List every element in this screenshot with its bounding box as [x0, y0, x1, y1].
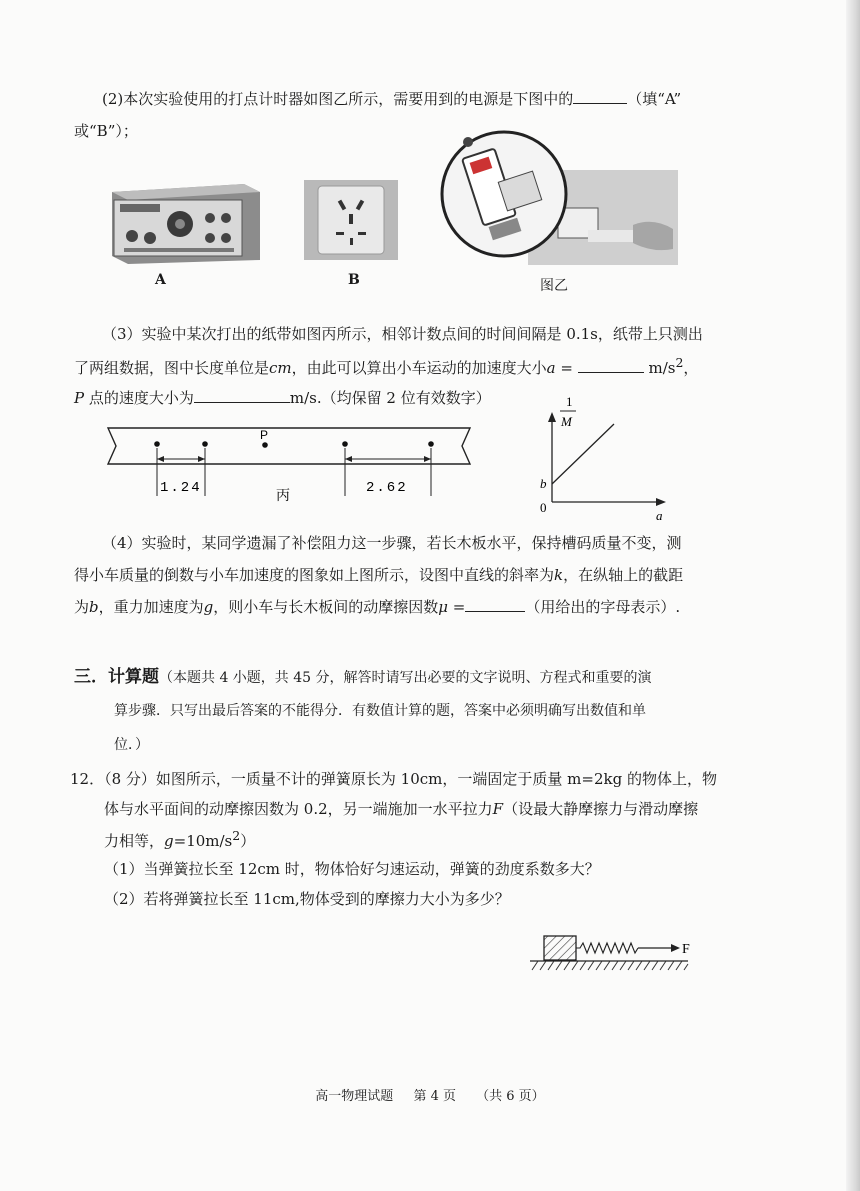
- section-3-note-2: 算步骤．只写出最后答案的不能得分．有数值计算的题，答案中必须明确写出数值和单: [114, 703, 646, 719]
- y-label-num: 1: [566, 394, 573, 409]
- q12-text-2: 体与水平面间的动摩擦因数为 0.2，另一端施加一水平拉力: [104, 800, 493, 818]
- q3-line2: [74, 355, 698, 378]
- tape-dot: [202, 441, 208, 447]
- tape-dot: [342, 441, 348, 447]
- section-3-title: 三．计算题: [74, 667, 159, 687]
- q2-text-2: 或“B”）；: [74, 122, 138, 140]
- q4-var-b: b: [89, 598, 99, 616]
- y-label-den: M: [561, 414, 572, 429]
- q3-text-2end: ，: [683, 359, 699, 377]
- p-label: P: [260, 428, 269, 442]
- footer-page-number: 第 4 页: [413, 1089, 456, 1104]
- q4-text-2: 得小车质量的倒数与小车加速度的图象如上图所示，设图中直线的斜率为: [74, 566, 555, 584]
- q2-text: (2)本次实验使用的打点计时器如图乙所示，需要用到的电源是下图中的: [102, 90, 574, 108]
- figure-bing-label: 丙: [276, 488, 290, 502]
- caption-yi: 图乙: [540, 278, 568, 294]
- dim-label-1: 1.24: [160, 480, 202, 496]
- footer-total-pages: （共 6 页）: [476, 1089, 545, 1104]
- q3-text-2a: 了两组数据，图中长度单位是: [74, 359, 270, 377]
- tape-dot: [428, 441, 434, 447]
- q12-line2: [104, 798, 698, 819]
- q4-text-3a: 为: [74, 598, 90, 616]
- q4-var-mu: μ: [438, 598, 449, 616]
- timer-photo-yi: [438, 130, 678, 274]
- q12-line1: [70, 768, 717, 789]
- q3-sup-2: 2: [675, 355, 684, 370]
- caption-b: B: [348, 272, 360, 288]
- q3-line1: [74, 323, 703, 344]
- q2-answer-blank[interactable]: [573, 89, 627, 104]
- q12-text-1: （8 分）如图所示，一质量不计的弹簧原长为 10cm，一端固定于质量 m=2kg 的物体上，物: [104, 770, 717, 788]
- q3-unit-ms: m/s: [643, 359, 676, 377]
- page-edge-shadow: [846, 0, 860, 1191]
- wall-socket-photo-b: [304, 180, 398, 264]
- q3-text-3c: m/s.（均保留 2 位有效数字）: [289, 389, 491, 407]
- q2-line1: [74, 88, 681, 109]
- q4-var-k: k: [554, 566, 564, 584]
- q4-text-1: （4）实验时，某同学遗漏了补偿阻力这一步骤，若长木板水平，保持槽码质量不变，测: [102, 534, 682, 552]
- power-supply-photo-a: [106, 180, 264, 268]
- tape-dot: [154, 441, 160, 447]
- spring-block-figure: [528, 930, 698, 980]
- block: [544, 936, 576, 960]
- q2-text-tail: （填“A”: [627, 90, 682, 108]
- q12-sup-2: 2: [232, 828, 241, 843]
- section-3-note-1: （本题共 4 小题，共 45 分，解答时请写出必要的文字说明、方程式和重要的演: [159, 670, 652, 686]
- origin-label: 0: [540, 500, 547, 515]
- graph-line: [552, 424, 614, 484]
- q4-text-3c: ，重力加速度为: [98, 598, 204, 616]
- q12-number: 12．: [70, 770, 105, 788]
- inverse-mass-accel-graph: [532, 394, 682, 530]
- ground-hatching: [532, 961, 688, 970]
- q4-text-3d: ，则小车与长木板间的动摩擦因数: [213, 598, 439, 616]
- q3-velocity-blank[interactable]: [194, 388, 290, 403]
- q12-text-3b: =10m/s: [173, 832, 233, 850]
- q4-mu-blank[interactable]: [465, 597, 525, 612]
- x-label-a: a: [656, 508, 663, 523]
- q12-sub-question-2: （2）若将弹簧拉长至 11cm,物体受到的摩擦力大小为多少？: [104, 890, 510, 908]
- paper-tape-figure: [104, 418, 476, 506]
- q4-eq: =: [448, 598, 466, 616]
- q3-text-3b: 点的速度大小为: [84, 389, 194, 407]
- tape-dot-p: [262, 442, 268, 448]
- q4-line3: [74, 596, 680, 617]
- q3-unit-cm: cm: [269, 359, 292, 377]
- q4-line2: [74, 564, 683, 585]
- q2-line2: [74, 120, 138, 141]
- q12-line3: [104, 828, 255, 851]
- spring: [576, 943, 638, 953]
- dim-label-2: 2.62: [366, 480, 408, 496]
- q3-text-1: （3）实验中某次打出的纸带如图丙所示，相邻计数点间的时间间隔是 0.1s，纸带上只测出: [102, 325, 703, 343]
- caption-a: A: [155, 272, 166, 288]
- q12-text-2b: （设最大静摩擦力与滑动摩擦: [503, 800, 699, 818]
- q12-sub-question-1: （1）当弹簧拉长至 12cm 时，物体恰好匀速运动，弹簧的劲度系数多大？: [104, 860, 600, 878]
- q3-line3: [74, 387, 491, 408]
- q12-var-g: g: [164, 832, 174, 850]
- q4-text-2b: ，在纵轴上的截距: [563, 566, 684, 584]
- q12-var-f: F: [492, 800, 504, 818]
- q4-var-g: g: [203, 598, 214, 616]
- q3-eq: =: [555, 359, 578, 377]
- q12-text-3c: ）: [240, 832, 256, 850]
- q4-line1: [74, 532, 682, 553]
- force-label: F: [682, 942, 690, 957]
- q3-text-2b: ，由此可以算出小车运动的加速度大小: [291, 359, 547, 377]
- b-intercept-label: b: [540, 476, 547, 491]
- section-3-header: [74, 662, 652, 687]
- q12-text-3: 力相等，: [104, 832, 165, 850]
- q3-var-p: P: [74, 389, 85, 407]
- page-footer: [0, 1085, 860, 1104]
- q3-accel-blank[interactable]: [578, 358, 644, 373]
- section-3-note-3: 位．）: [114, 737, 149, 753]
- footer-subject: 高一物理试题: [315, 1089, 394, 1104]
- q3-var-a: a: [546, 359, 556, 377]
- q4-text-3f: （用给出的字母表示）.: [525, 598, 681, 616]
